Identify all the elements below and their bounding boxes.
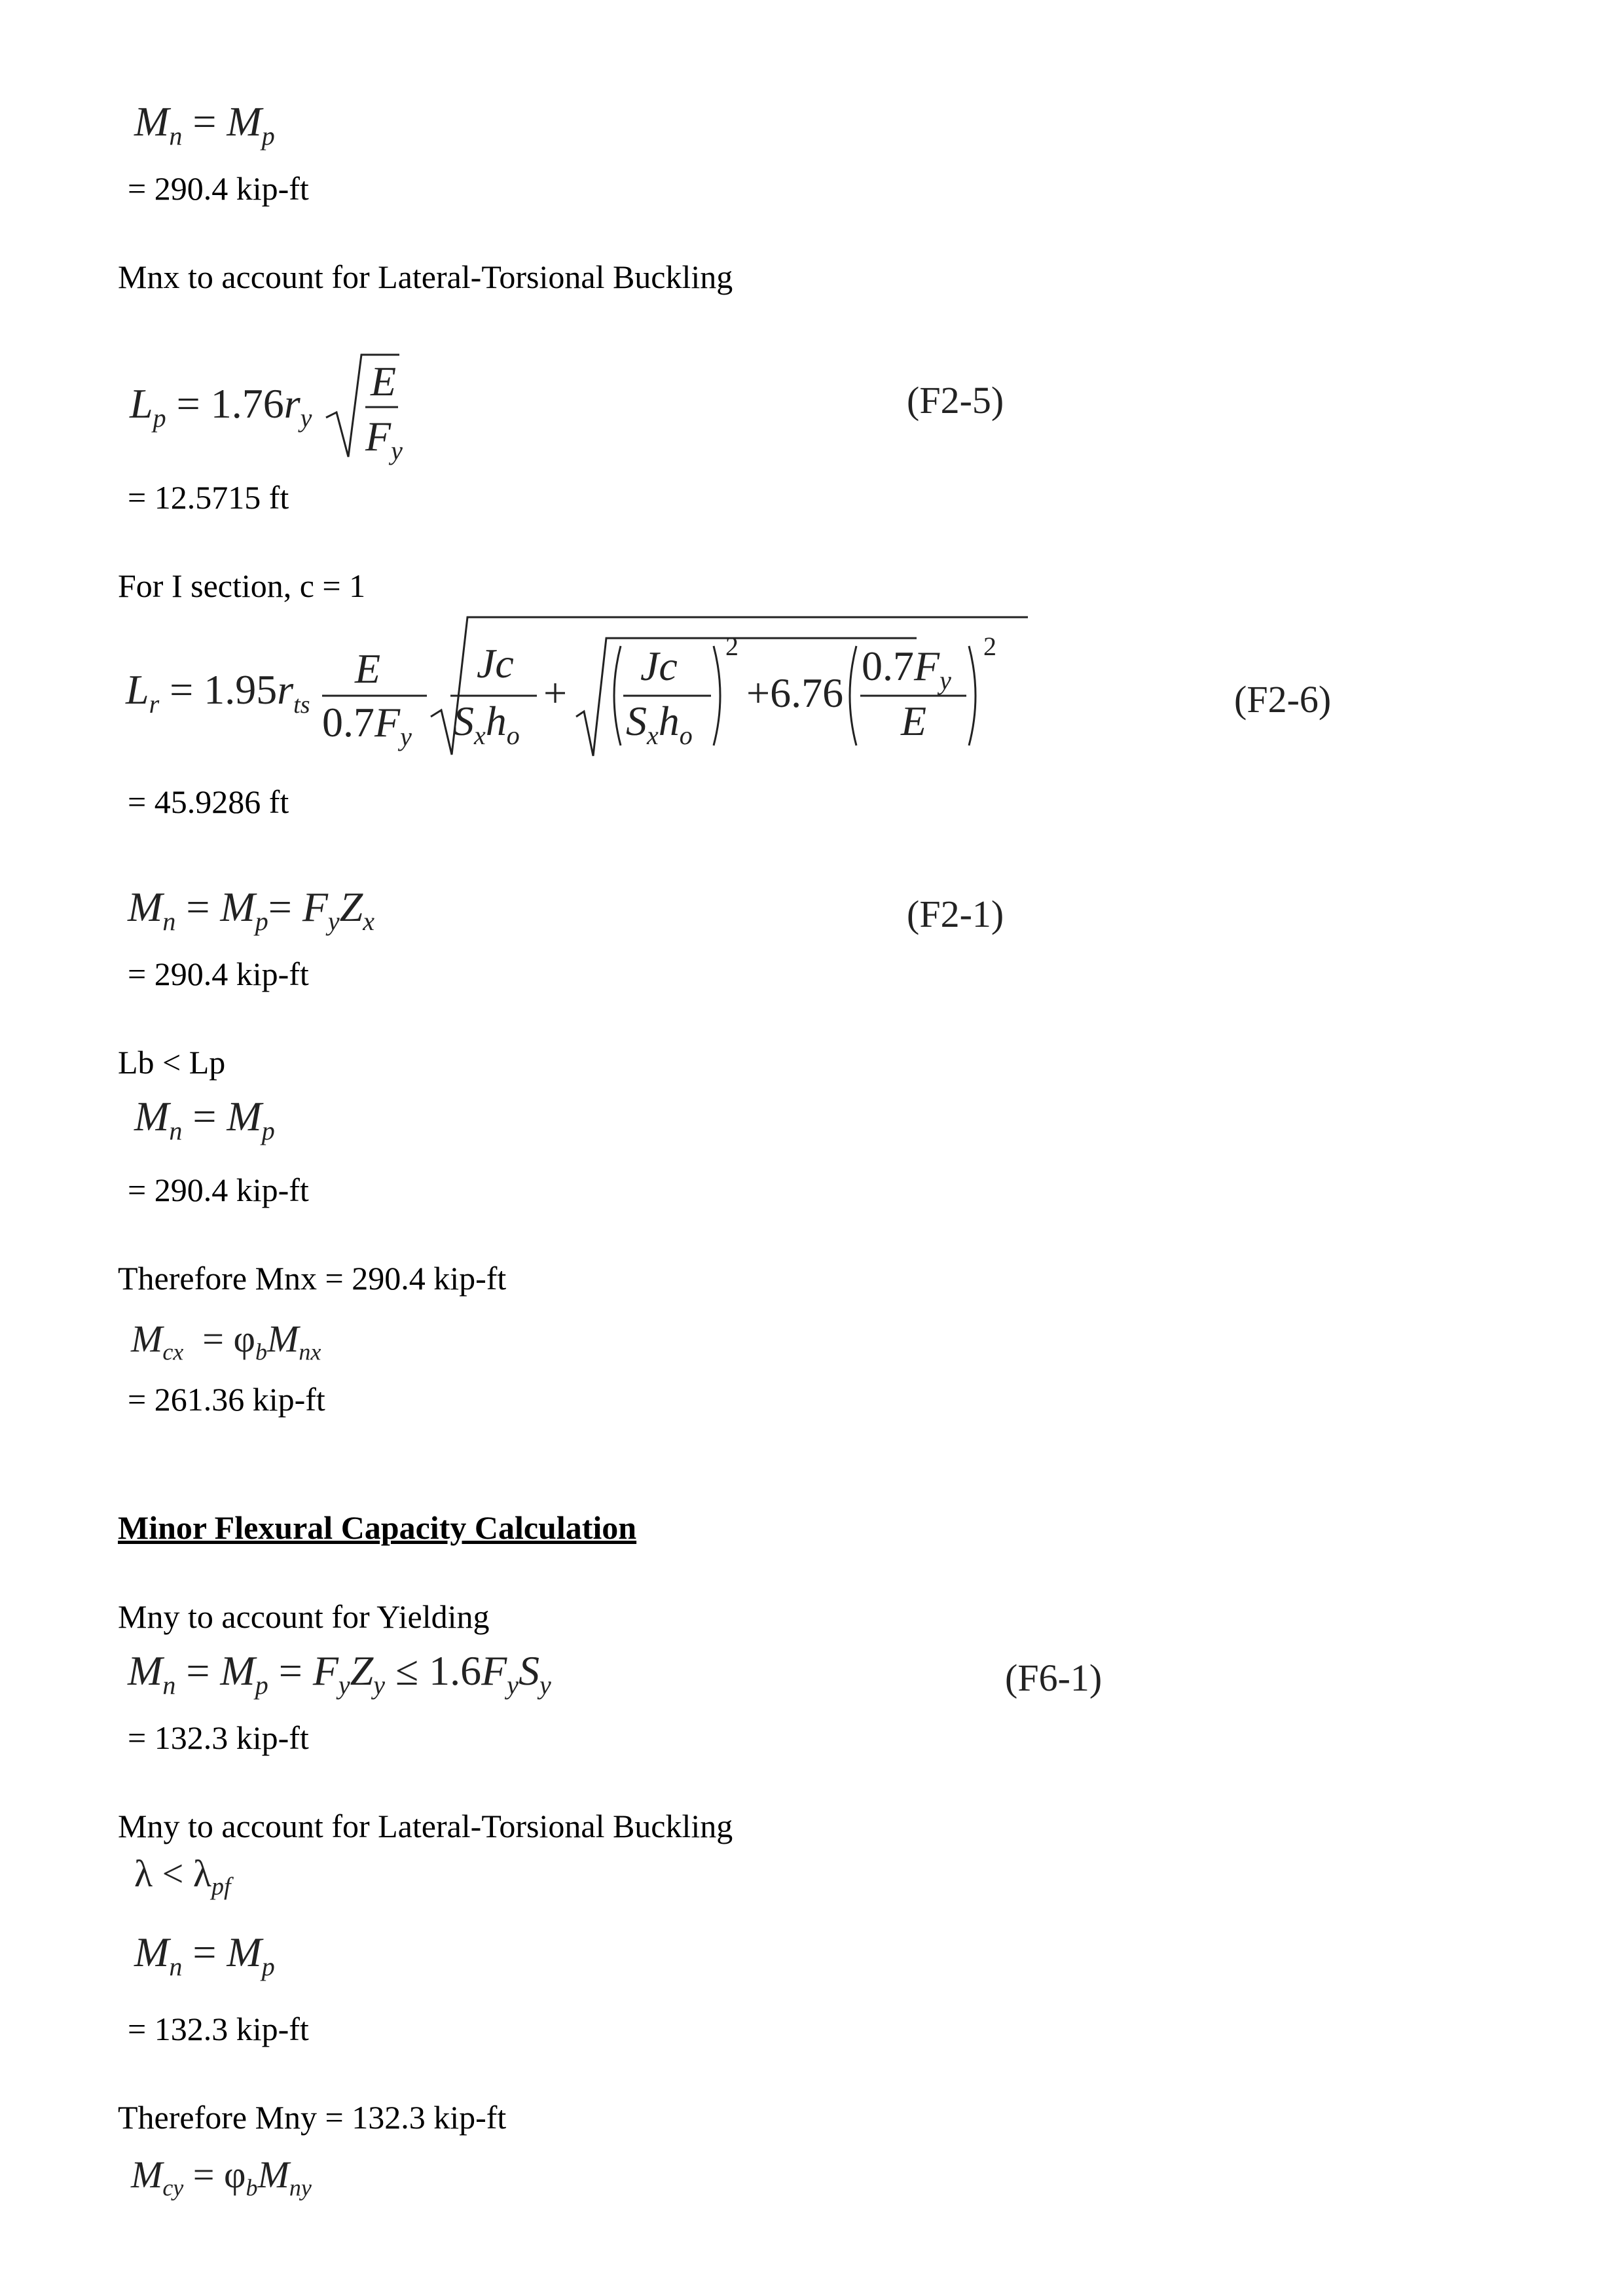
result-lr: = 45.9286 ft — [128, 783, 289, 820]
result-mny-2: = 132.3 kip-ft — [128, 2011, 309, 2047]
lb-lp-condition: Lb < Lp — [118, 1044, 226, 1081]
svg-text:Jc: Jc — [477, 640, 514, 687]
eq-mn-mp-2: $M_n = M_p$ — [134, 1093, 275, 1145]
result-lp: = 12.5715 ft — [128, 479, 289, 516]
eq-number-f2-1: (F2-1) — [907, 893, 1004, 935]
minor-flexural-heading: Minor Flexural Capacity Calculation — [118, 1509, 637, 1546]
svg-text:Lp = 1.76ry: $L_p = 1.76r_y$ — [130, 380, 312, 433]
result-mn-1: = 290.4 kip-ft — [128, 170, 309, 207]
mny-ltb-label: Mny to account for Lateral-Torsional Buckling — [118, 1808, 733, 1844]
svg-text:+6.76: +6.76 — [746, 670, 844, 716]
therefore-mny: Therefore Mny = 132.3 kip-ft — [118, 2099, 507, 2136]
i-section-note: For I section, c = 1 — [118, 567, 366, 604]
therefore-mnx: Therefore Mnx = 290.4 kip-ft — [118, 1260, 507, 1297]
svg-text:0.7Fy: $0.7F_y$ — [322, 699, 412, 751]
eq-mcx: $M_{cx} = \varphi_bM_{nx}$ — [131, 1318, 321, 1365]
eq-lp — [118, 340, 426, 471]
svg-text:Sxho: $S_xh_o$ — [626, 698, 693, 750]
eq-mny-yield: $M_n = M_p = F_yZ_y \le 1.6F_yS_y$ — [128, 1647, 551, 1700]
eq-mn-mp-fyzx: $M_n = M_p= F_yZ_x$ — [128, 884, 375, 936]
result-mny-1: = 132.3 kip-ft — [128, 1719, 309, 1756]
mny-yield-label: Mny to account for Yielding — [118, 1598, 490, 1635]
result-mn-2: = 290.4 kip-ft — [128, 956, 309, 992]
svg-text:Sxho: $S_xh_o$ — [453, 698, 520, 750]
svg-text:Lr = 1.95rts: $L_r = 1.95r_{ts}$ — [126, 666, 310, 719]
mnx-ltb-label: Mnx to account for Lateral-Torsional Buckling — [118, 259, 733, 295]
svg-text:2: 2 — [983, 632, 996, 661]
svg-text:2: 2 — [725, 632, 739, 661]
svg-text:E: E — [371, 358, 397, 404]
svg-text:0.7Fy: $0.7F_y$ — [862, 643, 951, 695]
eq-number-f2-6: (F2-6) — [1234, 678, 1332, 721]
eq-mcy: $M_{cy} = \varphi_bM_{ny}$ — [131, 2153, 312, 2201]
eq-mn-mp-1: $M_n = M_p$ — [134, 98, 275, 151]
svg-text:+: + — [543, 670, 568, 716]
svg-text:E: E — [355, 645, 381, 692]
svg-text:Fy: $F_y$ — [365, 413, 403, 465]
result-mn-3: = 290.4 kip-ft — [128, 1172, 309, 1208]
eq-lr — [118, 612, 1048, 762]
eq-lambda: $\lambda < \lambda_{pf}$ — [134, 1852, 231, 1901]
eq-mn-mp-3: $M_n = M_p$ — [134, 1929, 275, 1981]
svg-text:E: E — [901, 698, 927, 744]
eq-number-f6-1: (F6-1) — [1005, 1657, 1103, 1699]
result-mcx: = 261.36 kip-ft — [128, 1381, 325, 1418]
svg-text:Jc: Jc — [640, 643, 678, 689]
eq-number-f2-5: (F2-5) — [907, 379, 1004, 422]
